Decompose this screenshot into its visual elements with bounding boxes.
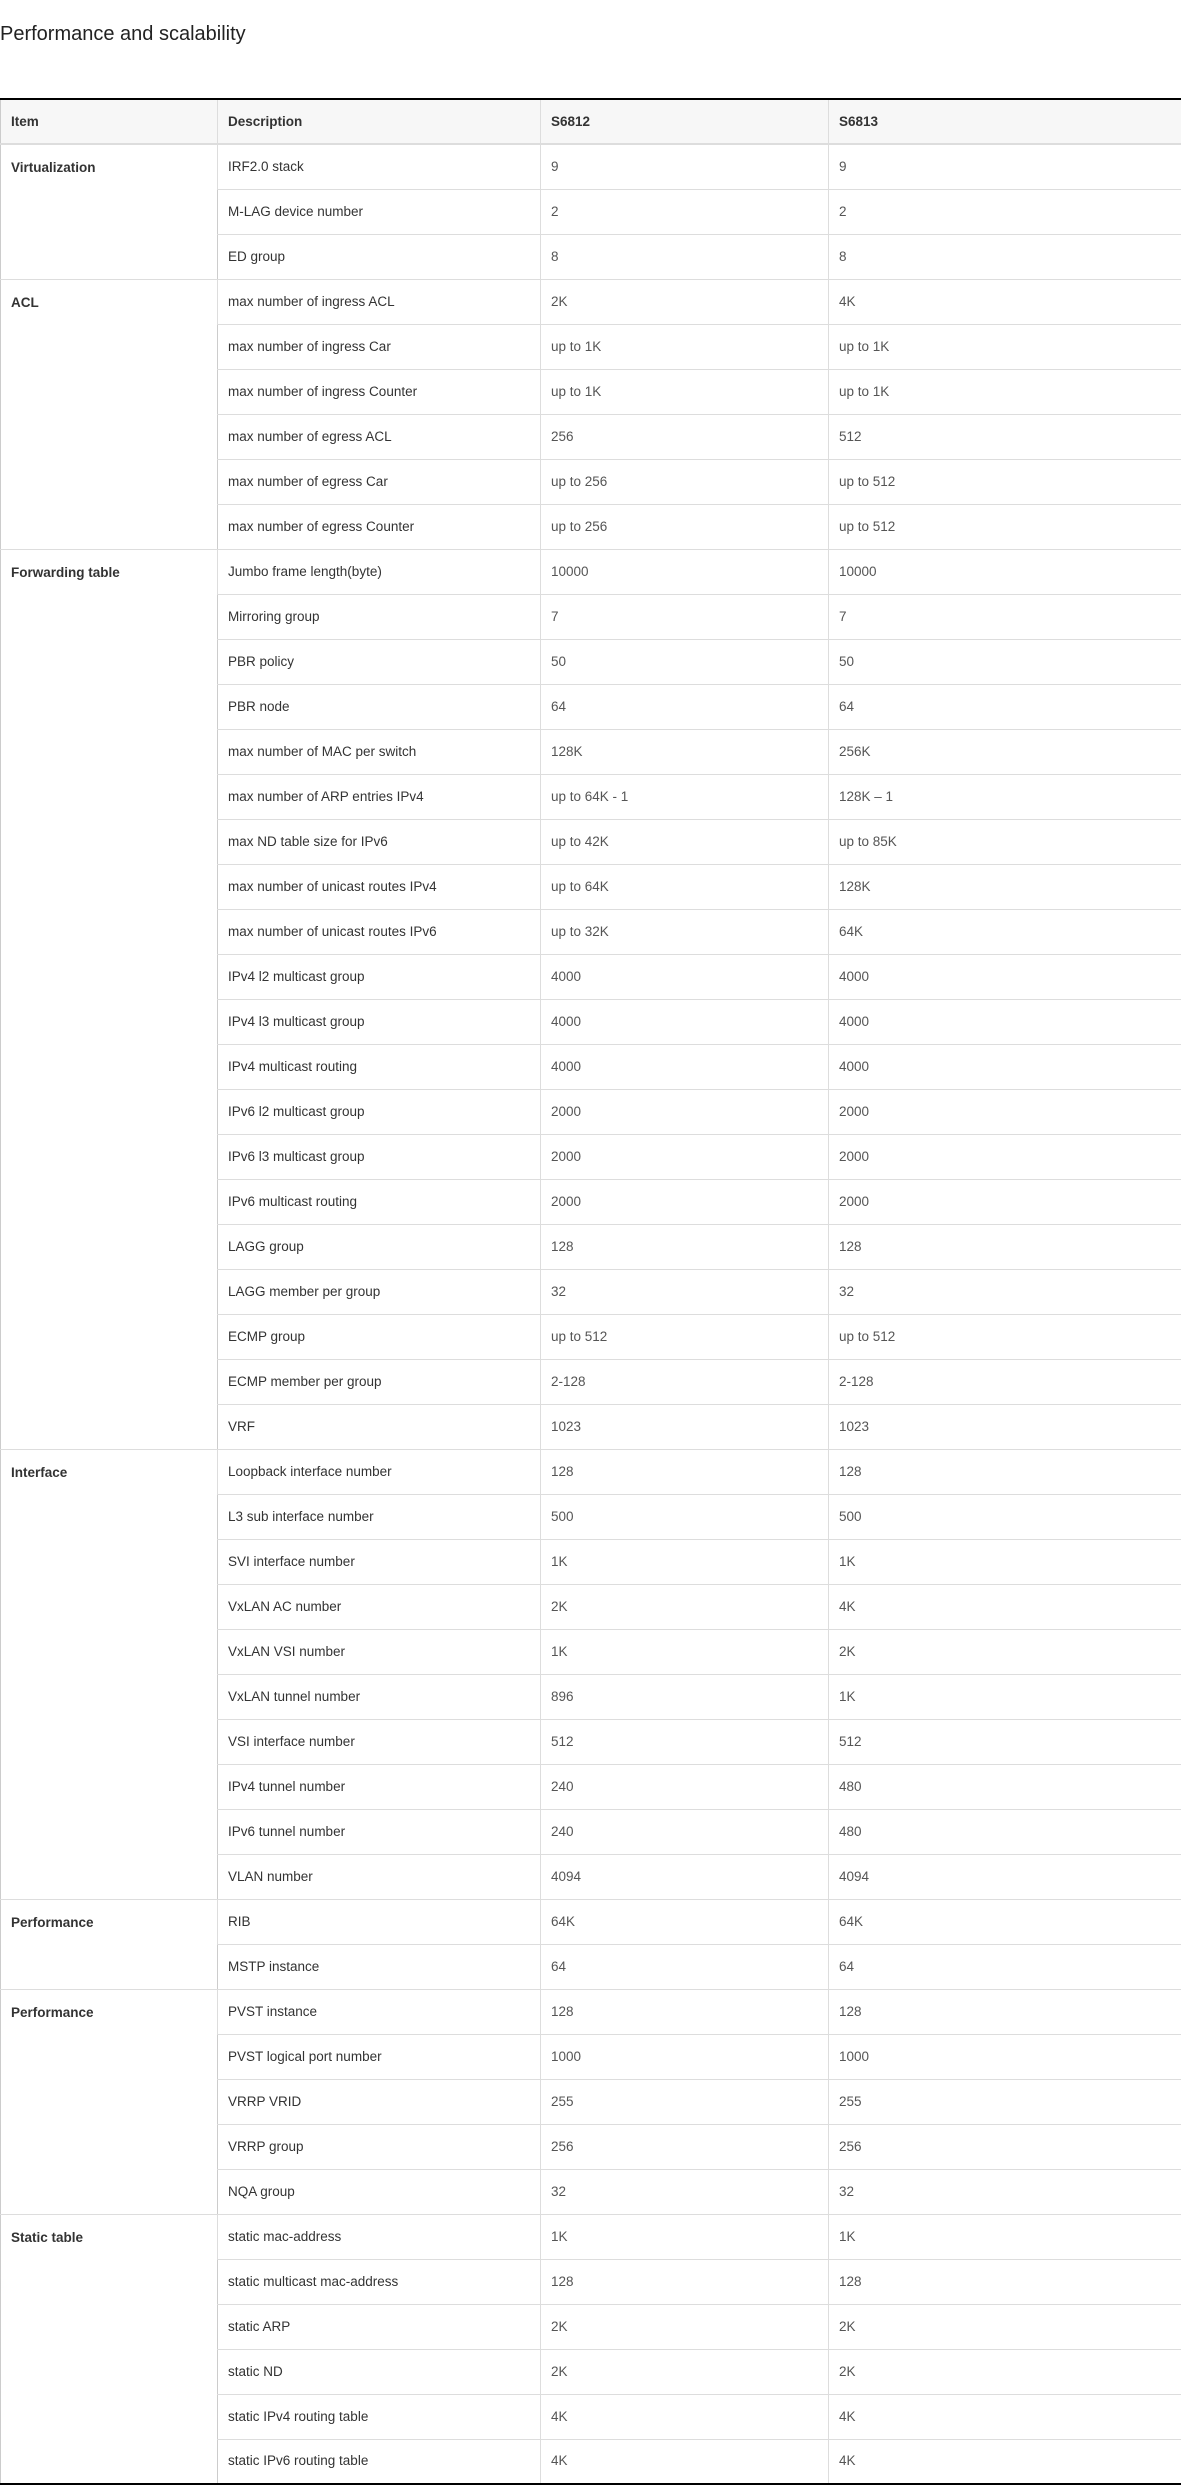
- description-cell: VxLAN VSI number: [218, 1629, 541, 1674]
- table-body: [1, 144, 1181, 2484]
- s6813-value: 1023: [829, 1404, 1181, 1449]
- description-cell: IPv4 l2 multicast group: [218, 954, 541, 999]
- description-cell: PVST logical port number: [218, 2034, 541, 2079]
- s6812-value: 10000: [541, 549, 829, 594]
- s6812-value: up to 1K: [541, 369, 829, 414]
- s6812-value: 256: [541, 414, 829, 459]
- s6812-value: up to 512: [541, 1314, 829, 1359]
- s6813-value: 4K: [829, 1584, 1181, 1629]
- s6813-value: 2K: [829, 1629, 1181, 1674]
- s6812-value: 2K: [541, 279, 829, 324]
- description-cell: ECMP member per group: [218, 1359, 541, 1404]
- description-cell: max number of unicast routes IPv4: [218, 864, 541, 909]
- table-row: [1, 1449, 1181, 1494]
- description-cell: Jumbo frame length(byte): [218, 549, 541, 594]
- s6812-value: 256: [541, 2124, 829, 2169]
- s6813-value: 128: [829, 1989, 1181, 2034]
- description-cell: IPv4 multicast routing: [218, 1044, 541, 1089]
- description-cell: max number of egress ACL: [218, 414, 541, 459]
- description-cell: max number of ingress Counter: [218, 369, 541, 414]
- description-cell: L3 sub interface number: [218, 1494, 541, 1539]
- s6813-value: 128: [829, 2259, 1181, 2304]
- s6812-value: 1K: [541, 1539, 829, 1584]
- s6813-value: 512: [829, 414, 1181, 459]
- s6813-value: 500: [829, 1494, 1181, 1539]
- s6813-value: 4094: [829, 1854, 1181, 1899]
- s6812-value: 2000: [541, 1089, 829, 1134]
- s6812-value: 255: [541, 2079, 829, 2124]
- s6812-value: 32: [541, 2169, 829, 2214]
- s6813-value: up to 1K: [829, 369, 1181, 414]
- description-cell: IPv6 multicast routing: [218, 1179, 541, 1224]
- s6812-value: 4000: [541, 1044, 829, 1089]
- table-row: [1, 549, 1181, 594]
- s6812-value: up to 256: [541, 504, 829, 549]
- s6812-value: 64K: [541, 1899, 829, 1944]
- description-cell: max ND table size for IPv6: [218, 819, 541, 864]
- s6812-value: up to 32K: [541, 909, 829, 954]
- description-cell: static multicast mac-address: [218, 2259, 541, 2304]
- s6813-value: 4K: [829, 2439, 1181, 2484]
- s6813-value: up to 85K: [829, 819, 1181, 864]
- s6812-value: 8: [541, 234, 829, 279]
- description-cell: ED group: [218, 234, 541, 279]
- s6813-value: 1000: [829, 2034, 1181, 2079]
- s6812-value: 1K: [541, 1629, 829, 1674]
- description-cell: LAGG group: [218, 1224, 541, 1269]
- column-header-s6813: S6813: [829, 99, 1181, 144]
- description-cell: static IPv6 routing table: [218, 2439, 541, 2484]
- s6813-value: 4000: [829, 1044, 1181, 1089]
- s6812-value: 50: [541, 639, 829, 684]
- s6812-value: up to 64K: [541, 864, 829, 909]
- description-cell: IRF2.0 stack: [218, 144, 541, 189]
- s6812-value: 4000: [541, 999, 829, 1044]
- s6812-value: 2000: [541, 1134, 829, 1179]
- s6812-value: up to 64K - 1: [541, 774, 829, 819]
- description-cell: SVI interface number: [218, 1539, 541, 1584]
- s6812-value: 1023: [541, 1404, 829, 1449]
- description-cell: ECMP group: [218, 1314, 541, 1359]
- description-cell: PVST instance: [218, 1989, 541, 2034]
- s6812-value: 512: [541, 1719, 829, 1764]
- description-cell: static IPv4 routing table: [218, 2394, 541, 2439]
- s6813-value: up to 512: [829, 1314, 1181, 1359]
- description-cell: Loopback interface number: [218, 1449, 541, 1494]
- description-cell: max number of unicast routes IPv6: [218, 909, 541, 954]
- s6812-value: 4K: [541, 2439, 829, 2484]
- description-cell: max number of egress Counter: [218, 504, 541, 549]
- description-cell: IPv6 l3 multicast group: [218, 1134, 541, 1179]
- s6813-value: 512: [829, 1719, 1181, 1764]
- s6812-value: 500: [541, 1494, 829, 1539]
- description-cell: VLAN number: [218, 1854, 541, 1899]
- s6813-value: 1K: [829, 2214, 1181, 2259]
- description-cell: max number of egress Car: [218, 459, 541, 504]
- description-cell: PBR node: [218, 684, 541, 729]
- s6813-value: 2-128: [829, 1359, 1181, 1404]
- s6812-value: 2: [541, 189, 829, 234]
- description-cell: static ND: [218, 2349, 541, 2394]
- column-header-s6812: S6812: [541, 99, 829, 144]
- s6813-value: up to 512: [829, 504, 1181, 549]
- s6812-value: 64: [541, 1944, 829, 1989]
- s6813-value: 64: [829, 684, 1181, 729]
- s6813-value: 1K: [829, 1539, 1181, 1584]
- s6813-value: 128: [829, 1449, 1181, 1494]
- s6812-value: 2K: [541, 2349, 829, 2394]
- s6812-value: 7: [541, 594, 829, 639]
- description-cell: NQA group: [218, 2169, 541, 2214]
- item-group-label: ACL: [1, 279, 218, 549]
- s6812-value: 2-128: [541, 1359, 829, 1404]
- s6812-value: 128: [541, 2259, 829, 2304]
- description-cell: VRF: [218, 1404, 541, 1449]
- description-cell: IPv6 tunnel number: [218, 1809, 541, 1854]
- s6812-value: up to 256: [541, 459, 829, 504]
- s6813-value: 480: [829, 1764, 1181, 1809]
- s6813-value: 2K: [829, 2304, 1181, 2349]
- description-cell: IPv4 l3 multicast group: [218, 999, 541, 1044]
- s6812-value: 2000: [541, 1179, 829, 1224]
- s6813-value: up to 1K: [829, 324, 1181, 369]
- s6813-value: 4000: [829, 954, 1181, 999]
- description-cell: MSTP instance: [218, 1944, 541, 1989]
- s6812-value: 4K: [541, 2394, 829, 2439]
- table-row: [1, 2214, 1181, 2259]
- description-cell: max number of ingress Car: [218, 324, 541, 369]
- s6812-value: 2K: [541, 2304, 829, 2349]
- table-row: [1, 144, 1181, 189]
- s6812-value: 4000: [541, 954, 829, 999]
- s6813-value: 128K: [829, 864, 1181, 909]
- s6812-value: 9: [541, 144, 829, 189]
- s6813-value: 4000: [829, 999, 1181, 1044]
- description-cell: PBR policy: [218, 639, 541, 684]
- description-cell: RIB: [218, 1899, 541, 1944]
- s6813-value: 2: [829, 189, 1181, 234]
- s6812-value: 32: [541, 1269, 829, 1314]
- s6813-value: 1K: [829, 1674, 1181, 1719]
- s6812-value: 4094: [541, 1854, 829, 1899]
- description-cell: max number of ARP entries IPv4: [218, 774, 541, 819]
- description-cell: VRRP VRID: [218, 2079, 541, 2124]
- s6813-value: 128: [829, 1224, 1181, 1269]
- s6812-value: 896: [541, 1674, 829, 1719]
- description-cell: VRRP group: [218, 2124, 541, 2169]
- description-cell: VxLAN tunnel number: [218, 1674, 541, 1719]
- description-cell: IPv6 l2 multicast group: [218, 1089, 541, 1134]
- s6813-value: 32: [829, 2169, 1181, 2214]
- s6813-value: 128K – 1: [829, 774, 1181, 819]
- s6813-value: 2K: [829, 2349, 1181, 2394]
- s6813-value: 8: [829, 234, 1181, 279]
- s6812-value: 2K: [541, 1584, 829, 1629]
- s6813-value: 64K: [829, 909, 1181, 954]
- s6812-value: 240: [541, 1809, 829, 1854]
- description-cell: VSI interface number: [218, 1719, 541, 1764]
- s6813-value: 64: [829, 1944, 1181, 1989]
- s6813-value: 4K: [829, 2394, 1181, 2439]
- s6813-value: 256K: [829, 729, 1181, 774]
- header-row: [1, 99, 1181, 144]
- description-cell: Mirroring group: [218, 594, 541, 639]
- description-cell: static mac-address: [218, 2214, 541, 2259]
- s6813-value: 50: [829, 639, 1181, 684]
- description-cell: VxLAN AC number: [218, 1584, 541, 1629]
- table-header: [1, 99, 1181, 144]
- s6813-value: 64K: [829, 1899, 1181, 1944]
- page-title: Performance and scalability: [0, 23, 246, 45]
- s6813-value: 2000: [829, 1134, 1181, 1179]
- s6812-value: 128: [541, 1989, 829, 2034]
- s6812-value: 1000: [541, 2034, 829, 2079]
- item-group-label: Performance: [1, 1899, 218, 1989]
- item-group-label: Performance: [1, 1989, 218, 2214]
- column-header-item: Item: [1, 99, 218, 144]
- description-cell: max number of MAC per switch: [218, 729, 541, 774]
- s6812-value: up to 42K: [541, 819, 829, 864]
- description-cell: max number of ingress ACL: [218, 279, 541, 324]
- table-row: [1, 1989, 1181, 2034]
- s6812-value: 128: [541, 1224, 829, 1269]
- column-header-description: Description: [218, 99, 541, 144]
- s6813-value: 4K: [829, 279, 1181, 324]
- description-cell: static ARP: [218, 2304, 541, 2349]
- s6813-value: 2000: [829, 1089, 1181, 1134]
- performance-table: [0, 98, 1181, 2485]
- s6812-value: 64: [541, 684, 829, 729]
- s6813-value: 7: [829, 594, 1181, 639]
- s6812-value: 128K: [541, 729, 829, 774]
- s6813-value: 256: [829, 2124, 1181, 2169]
- s6813-value: 255: [829, 2079, 1181, 2124]
- description-cell: IPv4 tunnel number: [218, 1764, 541, 1809]
- table-row: [1, 279, 1181, 324]
- s6812-value: 240: [541, 1764, 829, 1809]
- s6813-value: 32: [829, 1269, 1181, 1314]
- s6813-value: 2000: [829, 1179, 1181, 1224]
- s6812-value: 1K: [541, 2214, 829, 2259]
- s6812-value: up to 1K: [541, 324, 829, 369]
- item-group-label: Static table: [1, 2214, 218, 2484]
- s6813-value: up to 512: [829, 459, 1181, 504]
- table-row: [1, 1899, 1181, 1944]
- item-group-label: Virtualization: [1, 144, 218, 279]
- description-cell: M-LAG device number: [218, 189, 541, 234]
- s6813-value: 10000: [829, 549, 1181, 594]
- item-group-label: Forwarding table: [1, 549, 218, 1449]
- description-cell: LAGG member per group: [218, 1269, 541, 1314]
- s6812-value: 128: [541, 1449, 829, 1494]
- s6813-value: 9: [829, 144, 1181, 189]
- s6813-value: 480: [829, 1809, 1181, 1854]
- item-group-label: Interface: [1, 1449, 218, 1899]
